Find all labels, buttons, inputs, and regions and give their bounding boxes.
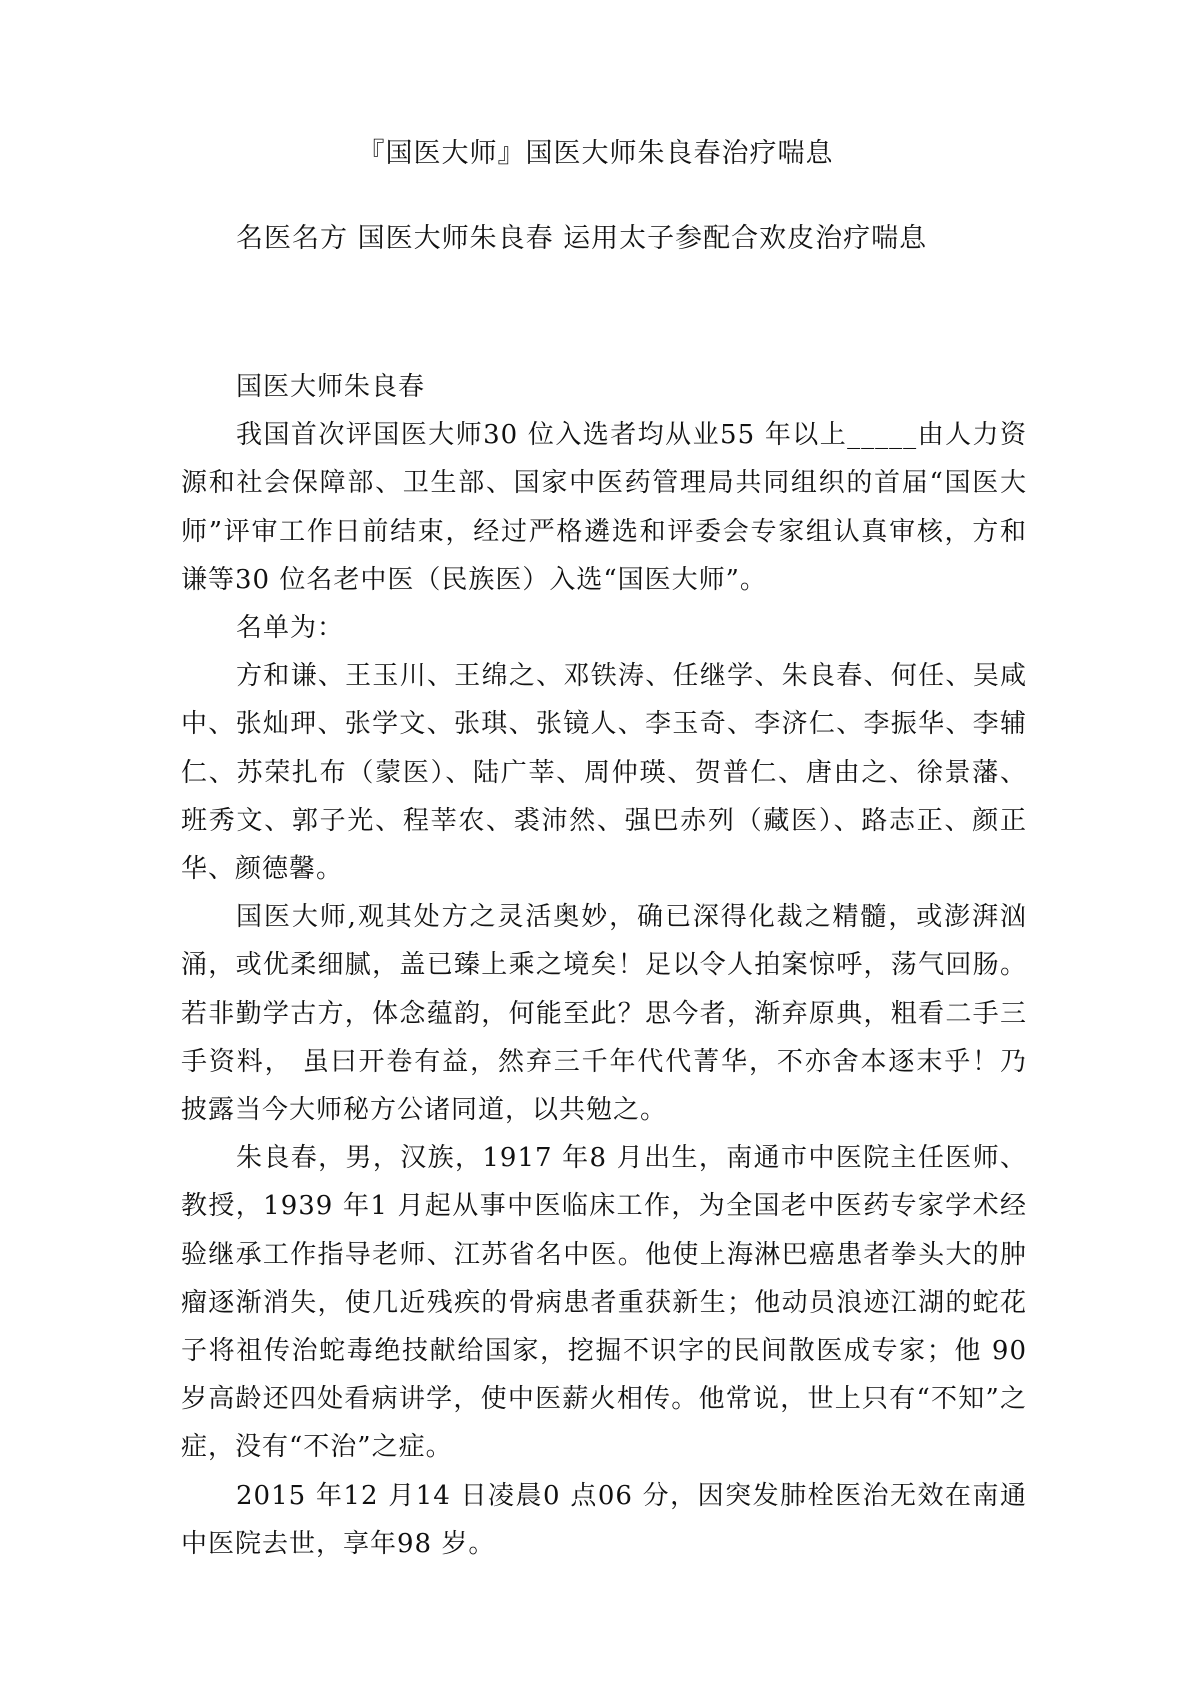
document-body	[181, 363, 1027, 1568]
paragraph-selection-intro: 我国首次评国医大师30 位入选者均从业55 年以上_____由人力资源和社会保障部、卫生部、国家中医药管理局共同组织的首届“国医大师”评审工作日前结束，经过严格遴选和评委会专家组认真审核，方和谦等30 位名老中医（民族医）入选“国医大师”。	[181, 420, 1027, 595]
document-title: 『国医大师』国医大师朱良春治疗喘息	[357, 138, 834, 169]
paragraph-heading-name: 国医大师朱良春	[236, 372, 426, 402]
paragraph-biography: 朱良春，男，汉族，1917 年8 月出生，南通市中医院主任医师、教授，1939 年1 月起从事中医临床工作，为全国老中医药专家学术经验继承工作指导老师、江苏省名中医。他使上海淋巴癌患者拳头大的肿瘤逐渐消失，使几近残疾的骨病患者重获新生；他动员浪迹江湖的蛇花子将祖传治蛇毒绝技献给国家，挖掘不识字的民间散医成专家；他 90 岁高龄还四处看病讲学，使中医薪火相传。他常说，世上只有“不知”之症，没有“不治”之症。	[181, 1143, 1027, 1463]
paragraph-name-list: 方和谦、王玉川、王绵之、邓铁涛、任继学、朱良春、何任、吴咸中、张灿玾、张学文、张琪、张镜人、李玉奇、李济仁、李振华、李辅仁、苏荣扎布（蒙医）、陆广莘、周仲瑛、贺普仁、唐由之、徐景藩、班秀文、郭子光、程莘农、裘沛然、强巴赤列（藏医）、路志正、颜正华、颜德馨。	[181, 661, 1027, 885]
paragraph-list-label: 名单为：	[236, 613, 345, 644]
paragraph-commentary: 国医大师,观其处方之灵活奥妙，确已深得化裁之精髓，或澎湃汹涌，或优柔细腻，盖已臻上乘之境矣！足以令人拍案惊呼，荡气回肠。若非勤学古方，体念蕴韵，何能至此？思今者，渐弃原典，粗看二手三手资料， 虽曰开卷有益，然弃三千年代代菁华，不亦舍本逐末乎！乃披露当今大师秘方公诸同道，以共勉之。	[181, 902, 1027, 1126]
document-subtitle: 名医名方 国医大师朱良春 运用太子参配合欢皮治疗喘息	[236, 223, 928, 254]
paragraph-death-notice: 2015 年12 月14 日凌晨0 点06 分，因突发肺栓医治无效在南通中医院去世，享年98 岁。	[181, 1480, 1027, 1559]
